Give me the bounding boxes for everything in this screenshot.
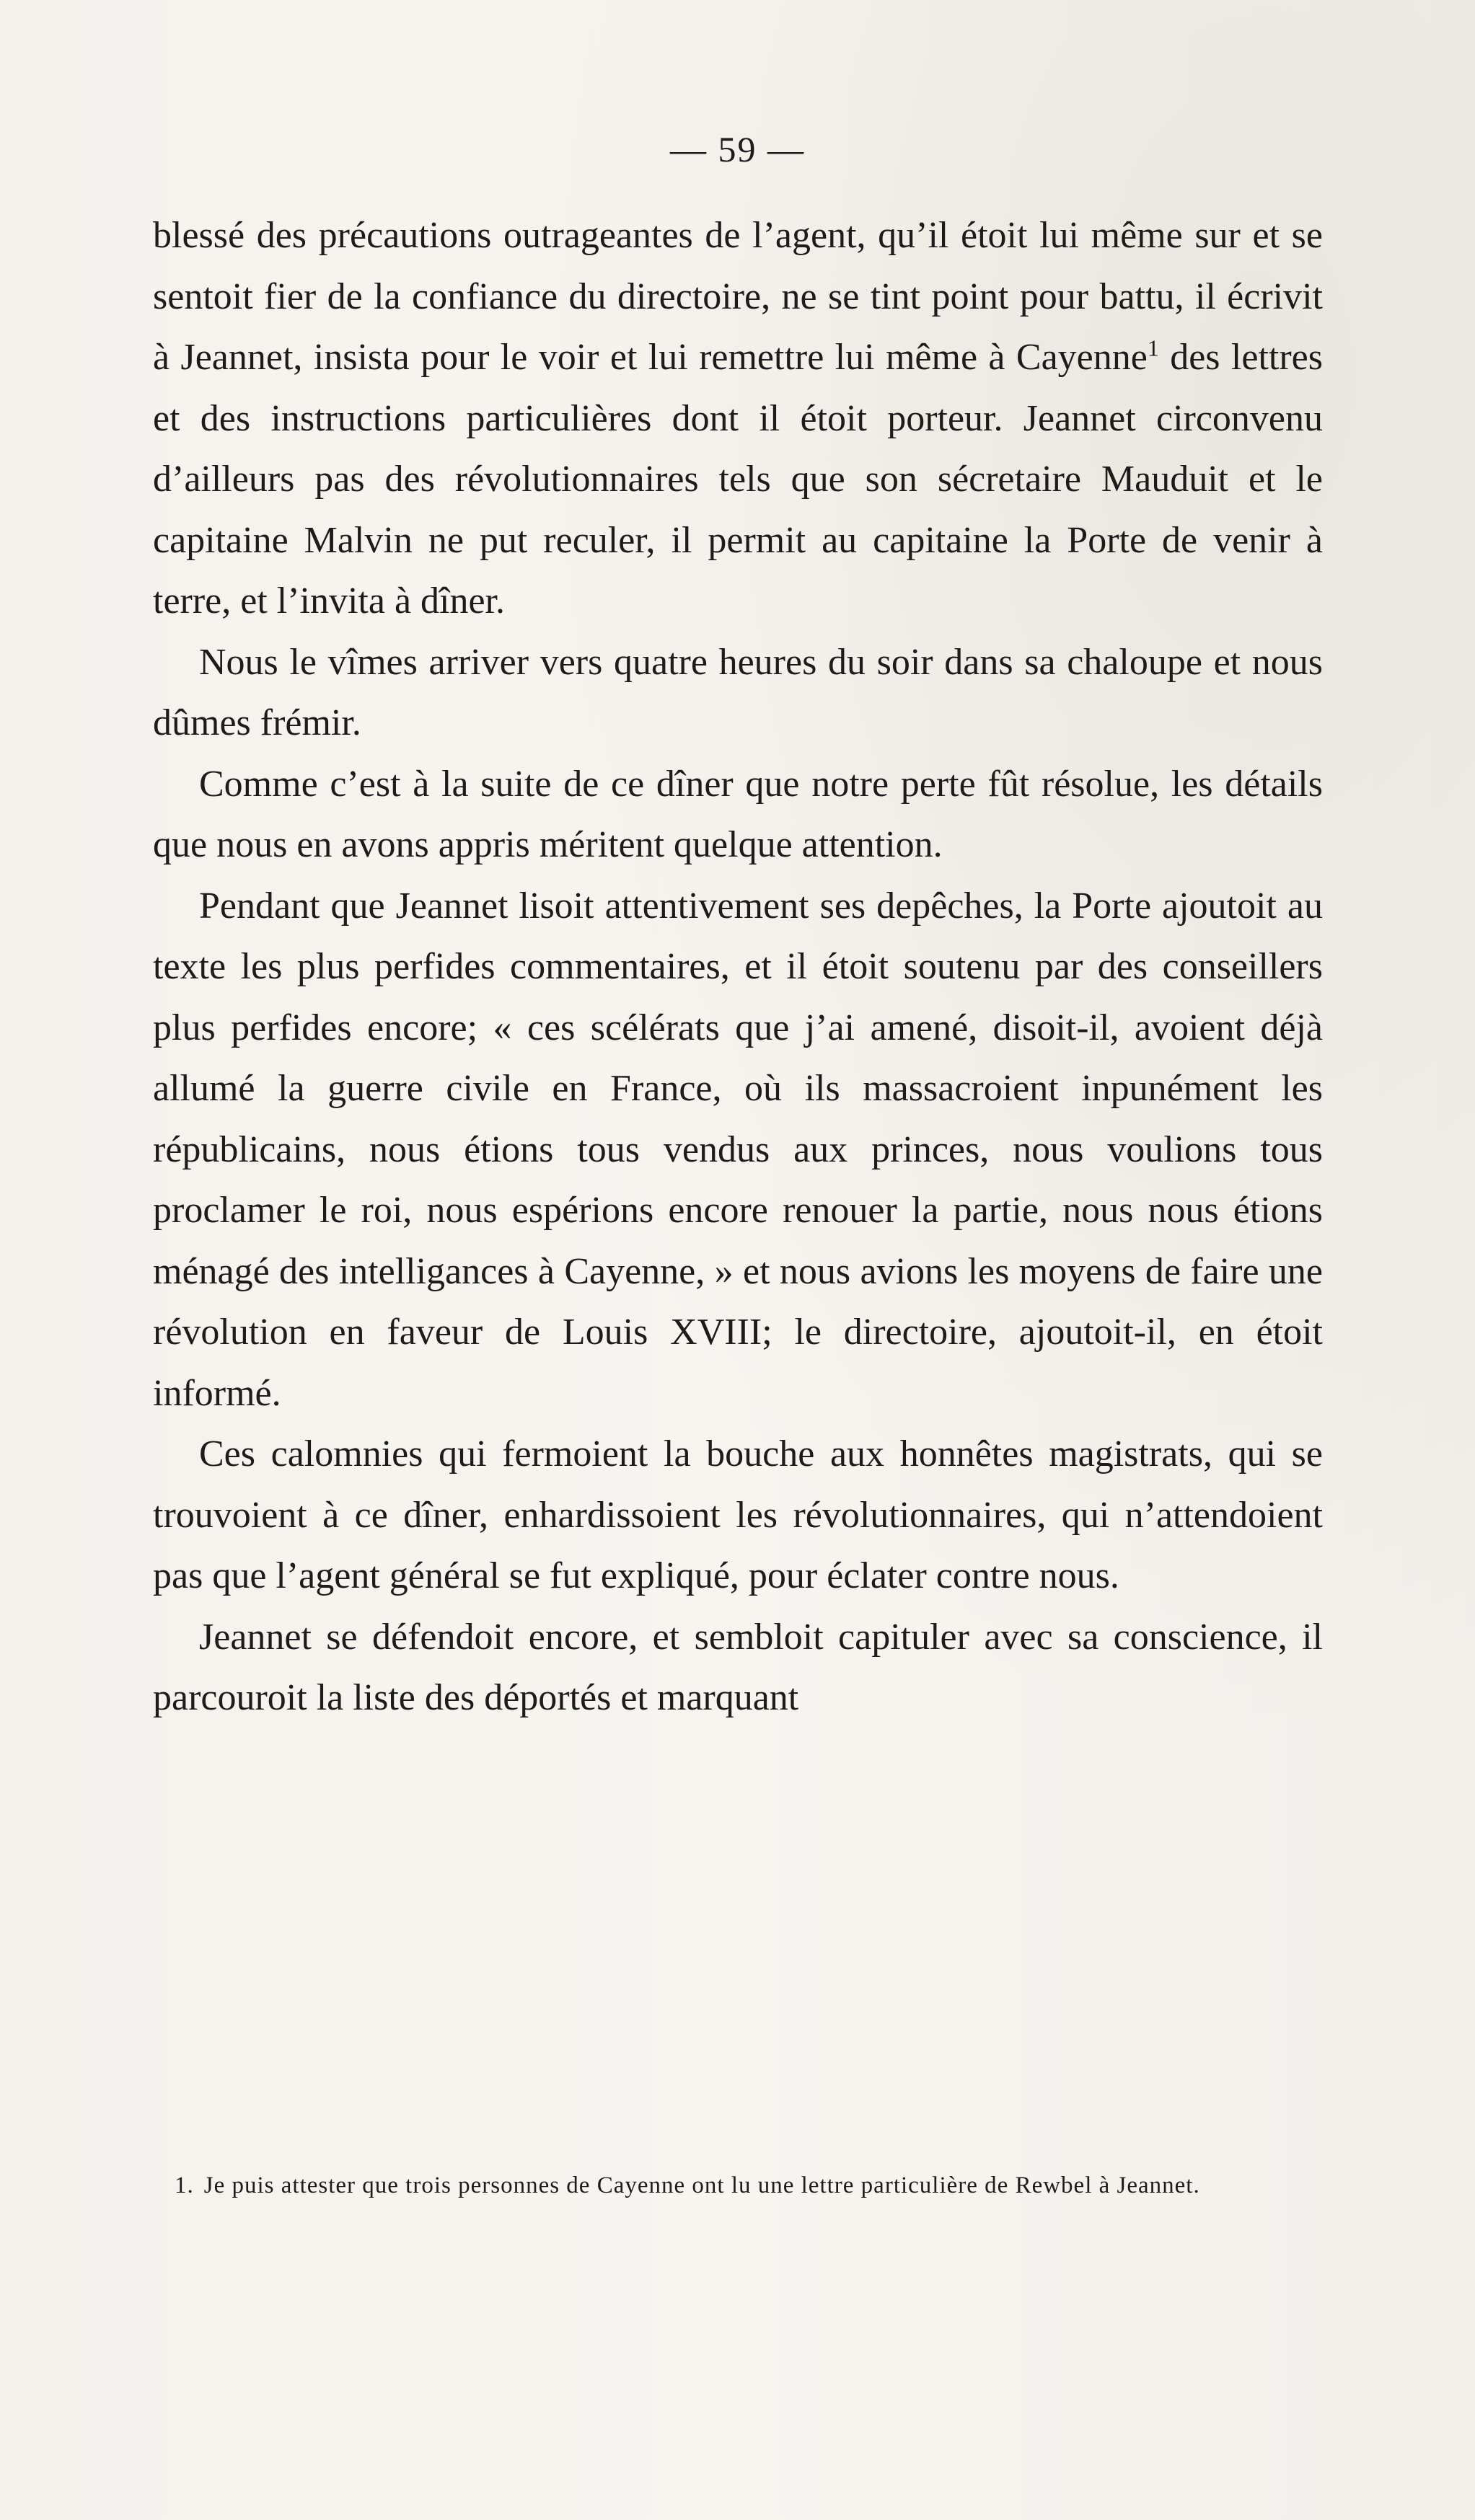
paragraph-2: Nous le vîmes arriver vers quatre heures du soir dans sa chaloupe et nous dûmes frémir. [153, 641, 1323, 743]
paragraph-6: Jeannet se défendoit encore, et sembloit capituler avec sa conscience, il parcouroit la liste des déportés et marquant [153, 1616, 1323, 1718]
footnote-number: 1. [175, 2172, 194, 2198]
paragraph-1 [153, 205, 1323, 632]
page-number: — 59 — [670, 129, 805, 169]
paragraph-4: Pendant que Jeannet lisoit attentivement ses depêches, la Porte ajoutoit au texte les plus perfides commentaires, et il étoit soutenu par des conseillers plus perfides encore; « ces scélérats que j’ai amené, disoit-il, avoient déjà allumé la guerre civile en France, où ils massacroient inpunément les républicains, nous étions tous vendus aux princes, nous voulions tous proclamer le roi, nous espérions encore renouer la partie, nous nous étions ménagé des intelligances à Cayenne, » et nous avions les moyens de faire une révolution en faveur de Louis XVIII; le directoire, ajoutoit-il, en étoit informé. [153, 885, 1323, 1414]
footnote-text: Je puis attester que trois personnes de Cayenne ont lu une lettre particulière de Rewbel à Jeannet. [203, 2172, 1200, 2198]
body-text [153, 205, 1323, 1729]
footnote-reference: 1 [1147, 335, 1159, 361]
paragraph-5: Ces calomnies qui fermoient la bouche aux honnêtes magistrats, qui se trouvoient à ce dîner, enhardissoient les révolutionnaires, qui n’attendoient pas que l’agent général se fut expliqué, pour éclater contre nous. [153, 1433, 1323, 1596]
paragraph-1-text-after-note: des lettres et des instructions particulières dont il étoit porteur. Jeannet circonvenu d’ailleurs pas des révolutionnaires tels que son sécretaire Mauduit et le capitaine Malvin ne put reculer, il permit au capitaine la Porte de venir à terre, et l’invita à dîner. [153, 337, 1323, 622]
paragraph-1-text-before-note: blessé des précautions outrageantes de l’agent, qu’il étoit lui même sur et se sentoit fier de la confiance du directoire, ne se tint point pour battu, il écrivit à Jeannet, insista pour le voir et lui remettre lui même à Cayenne [153, 215, 1323, 378]
footnote [153, 2165, 1323, 2206]
paragraph-3: Comme c’est à la suite de ce dîner que notre perte fût résolue, les détails que nous en avons appris méritent quelque attention. [153, 763, 1323, 865]
